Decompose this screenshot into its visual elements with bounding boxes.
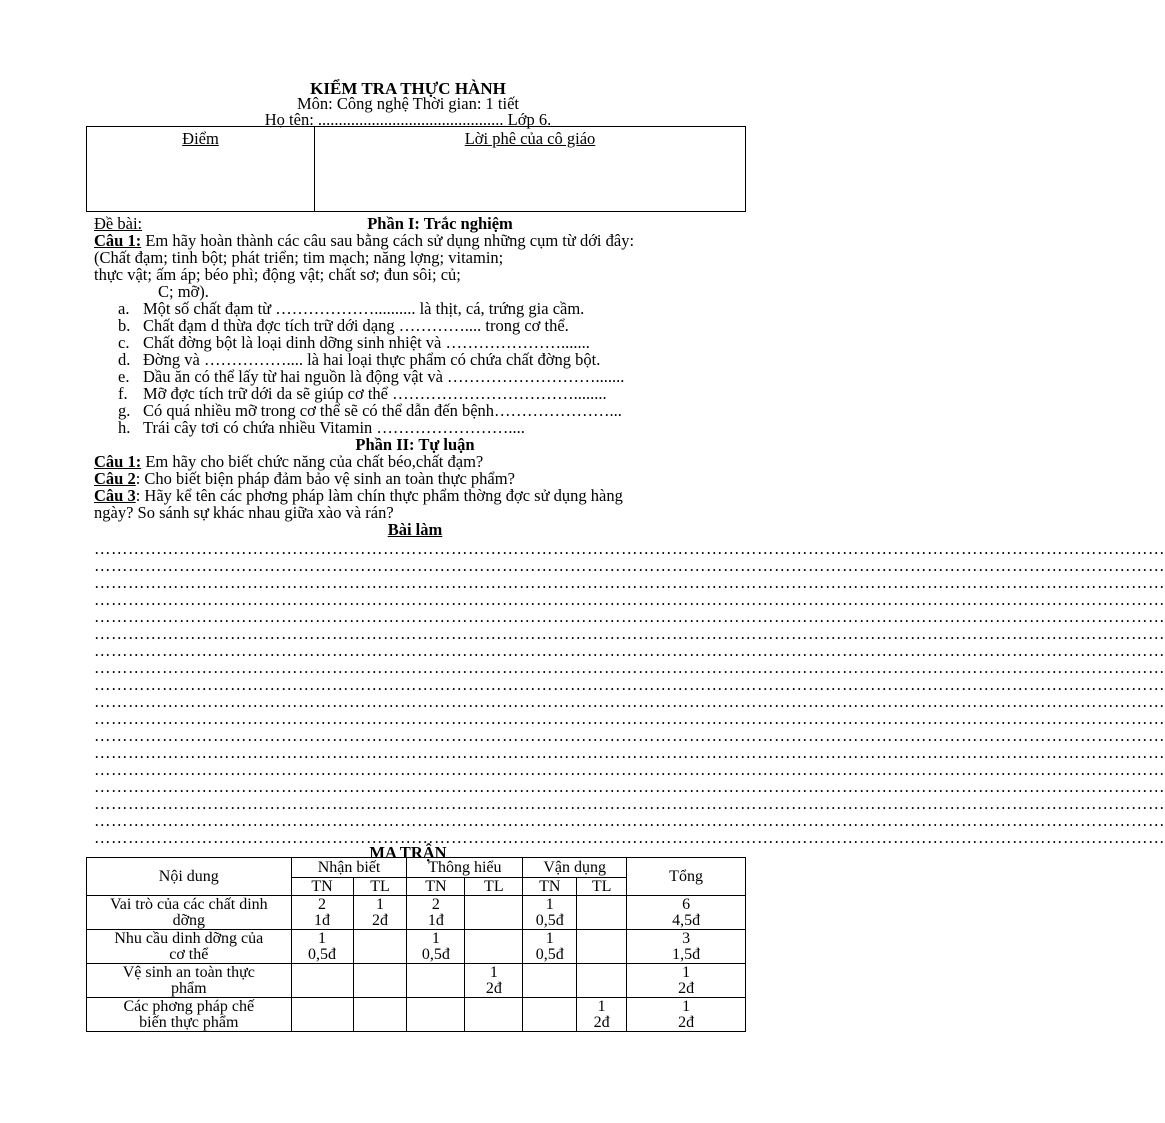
answer-line: ……………………………………………………………………………………………………………………………………………………………………… <box>94 624 1165 643</box>
fill-item: h. Trái cây tơi có chứa nhiều Vitamin …………………….... <box>118 418 525 437</box>
fill-item: c. Chất đờng bột là loại dinh dỡng sinh nhiệt và …………………....... <box>118 333 590 352</box>
answer-line: ……………………………………………………………………………………………………………………………………………………………………… <box>94 811 1165 830</box>
p2-q1-label: Câu 1: <box>94 452 142 471</box>
answer-title: Bài làm <box>387 520 443 539</box>
de-bai-label: Đề bài: <box>94 214 143 233</box>
matrix-subhead: TN <box>407 878 465 896</box>
matrix-cell <box>291 964 353 998</box>
matrix-row <box>87 998 746 1032</box>
answer-line: ……………………………………………………………………………………………………………………………………………………………………… <box>94 556 1165 575</box>
matrix-cell: 2 1đ <box>291 896 353 930</box>
answer-line: ……………………………………………………………………………………………………………………………………………………………………… <box>94 573 1165 592</box>
p2-q3-text: : Hãy kể tên các phơng pháp làm chín thực phẩm thờng đợc sử dụng hàng <box>135 486 623 505</box>
matrix-subhead: TN <box>523 878 577 896</box>
q1-line <box>94 232 634 249</box>
matrix-cell: 1 0,5đ <box>523 930 577 964</box>
matrix-head-group: Nhận biết <box>291 858 407 878</box>
answer-line: ……………………………………………………………………………………………………………………………………………………………………… <box>94 539 1165 558</box>
p2-q3-line-2: ngày? So sánh sự khác nhau giữa xào và rán? <box>94 503 394 522</box>
answer-line: ……………………………………………………………………………………………………………………………………………………………………… <box>94 726 1165 745</box>
score-label: Điểm <box>182 129 219 148</box>
matrix-row-content: Nhu cầu dinh dỡng của cơ thể <box>87 930 292 964</box>
matrix-cell: 1 0,5đ <box>291 930 353 964</box>
p2-q2-text: : Cho biết biện pháp đảm bảo vệ sinh an toàn thực phẩm? <box>135 469 515 488</box>
matrix-row-content: Các phơng pháp chế biến thực phẩm <box>87 998 292 1032</box>
matrix-head-group: Thông hiểu <box>407 858 523 878</box>
p2-q3-label: Câu 3 <box>94 486 136 505</box>
matrix-cell <box>465 930 523 964</box>
answer-line: ……………………………………………………………………………………………………………………………………………………………………… <box>94 590 1165 609</box>
matrix-row <box>87 930 746 964</box>
matrix-cell <box>407 964 465 998</box>
matrix-row-content: Vệ sinh an toàn thực phẩm <box>87 964 292 998</box>
p2-q2-line <box>94 470 515 487</box>
teacher-comment-label: Lời phê của cô giáo <box>464 129 596 148</box>
word-bank-line-3: C; mỡ). <box>158 282 209 301</box>
q1-label: Câu 1: <box>94 231 142 250</box>
part2-title: Phần II: Tự luận <box>355 435 475 454</box>
matrix-subhead: TL <box>465 878 523 896</box>
matrix-subhead: TL <box>577 878 627 896</box>
matrix-row-total: 3 1,5đ <box>627 930 746 964</box>
matrix-cell <box>523 998 577 1032</box>
answer-line: ……………………………………………………………………………………………………………………………………………………………………… <box>94 709 1165 728</box>
matrix-cell <box>465 998 523 1032</box>
exam-title: KIỂM TRA THỰC HÀNH <box>310 79 506 98</box>
matrix-cell <box>577 930 627 964</box>
matrix-row <box>87 896 746 930</box>
matrix-row-content: Vai trò của các chất dinh dỡng <box>87 896 292 930</box>
matrix-row-total: 6 4,5đ <box>627 896 746 930</box>
p2-q3-line <box>94 487 623 504</box>
fill-item: g. Có quá nhiều mỡ trong cơ thể sẽ có thể dẫn đến bệnh…………………... <box>118 401 622 420</box>
answer-line: ……………………………………………………………………………………………………………………………………………………………………… <box>94 743 1165 762</box>
answer-line: ……………………………………………………………………………………………………………………………………………………………………… <box>94 675 1165 694</box>
matrix-cell: 1 0,5đ <box>407 930 465 964</box>
matrix-cell: 2 1đ <box>407 896 465 930</box>
p2-q1-text: Em hãy cho biết chức năng của chất béo,chất đạm? <box>141 452 484 471</box>
matrix-cell: 1 2đ <box>577 998 627 1032</box>
matrix-subhead: TN <box>291 878 353 896</box>
fill-item: f. Mỡ đợc tích trữ dới da sẽ giúp cơ thể ……………………………........ <box>118 384 607 403</box>
p2-q2-label: Câu 2 <box>94 469 136 488</box>
fill-item: a. Một số chất đạm từ ……………….......... là thịt, cá, trứng gia cầm. <box>118 299 585 318</box>
p2-q1-line <box>94 453 483 470</box>
matrix-head-group: Vận dụng <box>523 858 627 878</box>
matrix-row <box>87 964 746 998</box>
answer-line: ……………………………………………………………………………………………………………………………………………………………………… <box>94 794 1165 813</box>
part1-title: Phần I: Trắc nghiệm <box>367 214 513 233</box>
matrix-cell: 1 2đ <box>353 896 407 930</box>
answer-line: ……………………………………………………………………………………………………………………………………………………………………… <box>94 692 1165 711</box>
matrix-cell <box>577 896 627 930</box>
matrix-head-total: Tổng <box>627 858 746 896</box>
matrix-cell <box>523 964 577 998</box>
matrix-table <box>86 857 746 1032</box>
matrix-cell <box>577 964 627 998</box>
matrix-row-total: 1 2đ <box>627 998 746 1032</box>
subject-line: Môn: Công nghệ Thời gian: 1 tiết <box>297 94 519 113</box>
matrix-cell: 1 0,5đ <box>523 896 577 930</box>
q1-text: Em hãy hoàn thành các câu sau bằng cách sử dụng những cụm từ dới đây: <box>141 231 635 250</box>
fill-item: b. Chất đạm d thừa đợc tích trữ dới dạng ………….... trong cơ thể. <box>118 316 569 335</box>
matrix-cell <box>407 998 465 1032</box>
grade-box <box>86 126 746 212</box>
answer-line: ……………………………………………………………………………………………………………………………………………………………………… <box>94 777 1165 796</box>
matrix-cell <box>353 930 407 964</box>
answer-line: ……………………………………………………………………………………………………………………………………………………………………… <box>94 828 1165 847</box>
answer-line: ……………………………………………………………………………………………………………………………………………………………………… <box>94 607 1165 626</box>
matrix-cell <box>291 998 353 1032</box>
matrix-title: MA TRẬN <box>369 843 447 862</box>
answer-line: ……………………………………………………………………………………………………………………………………………………………………… <box>94 658 1165 677</box>
student-name-line: Họ tên: ............................................. Lớp 6. <box>264 110 552 129</box>
word-bank-line-1: (Chất đạm; tinh bột; phát triển; tim mạch; năng lợng; vitamin; <box>94 248 504 267</box>
matrix-cell <box>353 964 407 998</box>
matrix-cell <box>465 896 523 930</box>
answer-line: ……………………………………………………………………………………………………………………………………………………………………… <box>94 641 1165 660</box>
fill-item: e. Dầu ăn có thể lấy từ hai nguồn là động vật và ………………………....... <box>118 367 625 386</box>
matrix-cell: 1 2đ <box>465 964 523 998</box>
fill-item: d. Đờng và …………….... là hai loại thực phẩm có chứa chất đờng bột. <box>118 350 601 369</box>
matrix-row-total: 1 2đ <box>627 964 746 998</box>
word-bank-line-2: thực vật; ấm áp; béo phì; động vật; chất sơ; đun sôi; củ; <box>94 265 461 284</box>
matrix-subhead: TL <box>353 878 407 896</box>
answer-line: ……………………………………………………………………………………………………………………………………………………………………… <box>94 760 1165 779</box>
matrix-cell <box>353 998 407 1032</box>
matrix-head-content: Nội dung <box>87 858 292 896</box>
